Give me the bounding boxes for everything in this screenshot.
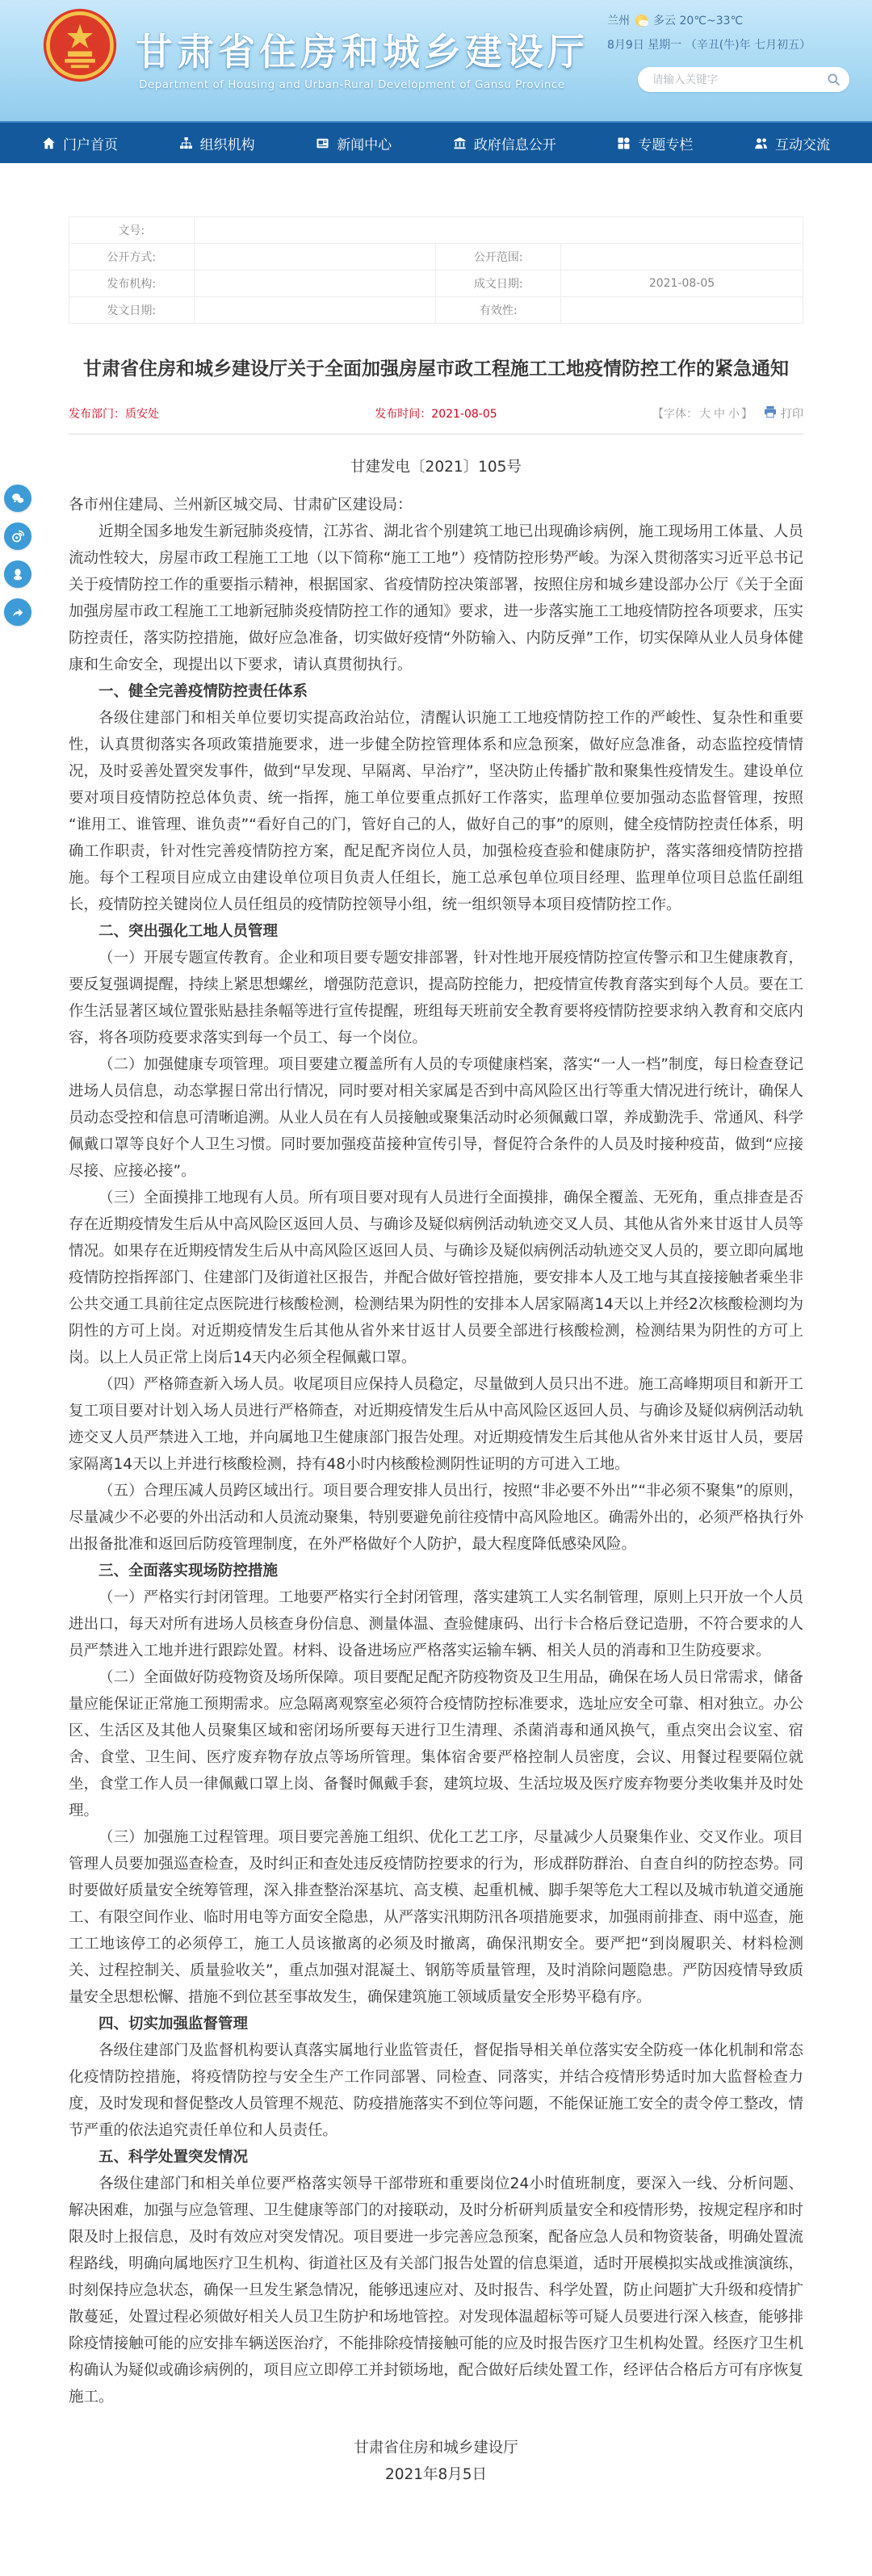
- meta-value-publish-date: [194, 297, 436, 324]
- paragraph: 各级住建部门和相关单位要严格落实领导干部带班和重要岗位24小时值班制度，要深入一线、分析问题、解决困难，加强与应急管理、卫生健康等部门的对接联动，及时分析研判质量安全和疫情形势，按规定程序和时限及时上报信息，及时有效应对突发情况。项目要进一步完善应急预案，配备应急人员和物资装备，明确处置流程路线，明确向属地医疗卫生机构、街道社区及有关部门报告处置的信息渠道，适时开展模拟实战或推演演练，时刻保持应急状态，确保一旦发生紧急情况，能够迅速应对、及时报告、科学处置，防止问题扩大升级和疫情扩散蔓延，处置过程必须做好相关人员卫生防护和场地管控。对发现体温超标等可疑人员要进行深入核查，能够排除疫情接触可能的应安排车辆送医治疗，不能排除疫情接触可能的应及时报告医疗卫生机构处置。经医疗卫生机构确认为疑似或确诊病例的，项目应立即停工并封锁场地，配合做好后续处置工作，经评估合格后方可有序恢复施工。: [69, 2175, 803, 2406]
- meta-label-written-date: 成文日期:: [436, 271, 561, 297]
- search-box[interactable]: [638, 67, 849, 92]
- paragraph: （一）开展专题宣传教育。企业和项目要专题安排部署，针对性地开展疫情防控宣传警示和卫生健康教育，要反复强调提醒，持续上紧思想螺丝，增强防范意识，提高防控能力，把疫情宣传教育落实到每个人员。要在工作生活显著区域位置张贴悬挂条幅等进行宣传提醒，班组每天班前安全教育要将疫情防控要求纳入教育和交底内容，将各项防疫要求落实到每一个员工、每一个岗位。: [69, 950, 803, 1047]
- section-heading-1: 一、健全完善疫情防控责任体系: [99, 683, 308, 701]
- meta-value-written-date: 2021-08-05: [561, 271, 803, 297]
- newspaper-icon: [316, 136, 329, 150]
- document-meta-table: [69, 216, 803, 324]
- nav-item-home[interactable]: 门户首页: [42, 133, 118, 153]
- font-size-medium-button[interactable]: 中: [713, 408, 725, 422]
- nav-item-gov-info[interactable]: 政府信息公开: [453, 133, 556, 153]
- page-title: 甘肃省住房和城乡建设厅关于全面加强房屋市政工程施工工地疫情防控工作的紧急通知: [83, 359, 789, 380]
- printer-icon: [764, 405, 777, 422]
- font-size-small-button[interactable]: 小: [727, 408, 740, 422]
- nav-item-organization[interactable]: 组织机构: [179, 133, 255, 153]
- nav-item-news[interactable]: 新闻中心: [316, 133, 392, 153]
- share-widget: [4, 485, 31, 626]
- weather-icon: [635, 15, 648, 27]
- search-input[interactable]: [651, 73, 825, 87]
- site-subtitle-english: Department of Housing and Urban-Rural Development of Gansu Province: [139, 78, 565, 91]
- weather-city: 兰州: [607, 15, 630, 27]
- signature-date: 2021年8月5日: [384, 2466, 488, 2484]
- signature-agency: 甘肃省住房和城乡建设厅: [354, 2440, 518, 2457]
- paragraph: （二）全面做好防疫物资及场所保障。项目要配足配齐防疫物资及卫生用品，确保在场人员日常需求，储备量应能保证正常施工预期需求。应急隔离观察室必须符合疫情防控标准要求，选址应安全可靠、相对独立。办公区、生活区及其他人员聚集区域和密闭场所要每天进行卫生清理、杀菌消毒和通风换气，重点突出会议室、宿舍、食堂、卫生间、医疗废弃物存放点等场所管理。集体宿舍要严格控制人员密度，会议、用餐过程要隔位就坐，食堂工作人员一律佩戴口罩上岗、备餐时佩戴手套，建筑垃圾、生活垃圾及医疗废弃物要分类收集并及时处理。: [69, 1669, 803, 1820]
- meta-label-doc-number: 文号:: [69, 217, 195, 244]
- qq-share-icon[interactable]: [4, 560, 31, 588]
- government-building-icon: [453, 136, 467, 150]
- wechat-share-icon[interactable]: [4, 485, 31, 512]
- publish-time: 发布时间：2021-08-05: [375, 408, 497, 422]
- font-size-large-button[interactable]: 大: [698, 408, 711, 422]
- site-title: 甘肃省住房和城乡建设厅: [136, 30, 589, 73]
- meta-value-validity: [561, 297, 803, 324]
- doc-number-line: 甘建发电〔2021〕105号: [350, 459, 522, 476]
- table-row: [69, 297, 803, 324]
- paragraph: 各级住建部门和相关单位要切实提高政治站位，清醒认识施工工地疫情防控工作的严峻性、复杂性和重要性，认真贯彻落实各项政策措施要求，进一步健全防控管理体系和应急预案，做好应急准备，动态监控疫情情况，及时妥善处置突发事件，做到“早发现、早隔离、早治疗”，坚决防止传播扩散和聚集性疫情发生。建设单位要对项目疫情防控总体负责、统一指挥，施工单位要重点抓好工作落实，监理单位要加强动态监督管理，按照“谁用工、谁管理、谁负责”“看好自己的门，管好自己的人，做好自己的事”的原则，健全疫情防控责任体系，明确工作职责，针对性完善疫情防控方案，配足配齐岗位人员，加强检疫查验和健康防护，落实落细疫情防控措施。每个工程项目应成立由建设单位项目负责人任组长，施工总承包单位项目经理、监理单位项目总监任副组长，疫情防控关键岗位人员任组员的疫情防控领导小组，统一组织领导本项目疫情防控工作。: [69, 710, 803, 914]
- main-nav: [0, 121, 872, 163]
- paragraph: （一）严格实行封闭管理。工地要严格实行全封闭管理，落实建筑工人实名制管理，原则上只开放一个人员进出口，每天对所有进场人员核查身份信息、测量体温、查验健康码、出行卡合格后登记造册，不符合要求的人员严禁进入工地并进行跟踪处置。材料、设备进场应严格落实运输车辆、相关人员的消毒和卫生防疫要求。: [69, 1589, 803, 1660]
- meta-value-open-mode: [194, 244, 436, 271]
- meta-value-open-scope: [561, 244, 803, 271]
- font-size-control: 【字体： 大 中 小 】: [652, 408, 753, 422]
- meta-label-open-scope: 公开范围:: [436, 244, 561, 271]
- print-button[interactable]: 打印: [764, 405, 803, 422]
- org-chart-icon: [179, 136, 193, 150]
- date-line: 8月9日 星期一 （辛丑(牛)年 七月初五）: [607, 39, 811, 52]
- paragraph: 各级住建部门及监督机构要认真落实属地行业监管责任，督促指导相关单位落实安全防疫一体化机制和常态化疫情防控措施，将疫情防控与安全生产工作同部署、同检查、同落实，并结合疫情形势适时加大监督检查力度，及时发现和督促整改人员管理不规范、防疫措施落实不到位等问题，不能保证施工安全的责令停工整改，情节严重的依法追究责任单位和人员责任。: [69, 2042, 803, 2140]
- paragraph: （二）加强健康专项管理。项目要建立覆盖所有人员的专项健康档案，落实“一人一档”制度，每日检查登记进场人员信息，动态掌握日常出行情况，同时要对相关家属是否到中高风险区出行等重大情况进行统计，确保人员动态受控和信息可清晰追溯。从业人员在有人员接触或聚集活动时必须佩戴口罩，养成勤洗手、常通风、科学佩戴口罩等良好个人卫生习惯。同时要加强疫苗接种宣传引导，督促符合条件的人员及时接种疫苗，做到“应接尽接、应接必接”。: [69, 1056, 803, 1181]
- content-area: [69, 163, 803, 2488]
- header-info: [607, 12, 849, 52]
- meta-label-issuing-agency: 发布机构:: [69, 271, 195, 297]
- table-row: [69, 217, 803, 244]
- weather-line: [607, 12, 849, 28]
- section-heading-2: 二、突出强化工地人员管理: [99, 923, 279, 941]
- home-icon: [42, 136, 56, 150]
- more-share-icon[interactable]: [4, 598, 31, 626]
- grid-icon: [617, 136, 631, 150]
- meta-label-open-mode: 公开方式:: [69, 244, 195, 271]
- salutation: 各市州住建局、兰州新区城交局、甘肃矿区建设局：: [69, 497, 413, 514]
- meta-value-issuing-agency: [194, 271, 436, 297]
- national-emblem-logo: [42, 7, 118, 83]
- paragraph: （三）加强施工过程管理。项目要完善施工组织、优化工艺工序，尽量减少人员聚集作业、交叉作业。项目管理人员要加强巡查检查，及时纠正和查处违反疫情防控要求的行为，形成群防群治、自查自纠的防控态势。同时要做好质量安全统筹管理，深入排查整治深基坑、高支模、起重机械、脚手架等危大工程以及城市轨道交通施工、有限空间作业、临时用电等方面安全隐患，从严落实汛期防汛各项措施要求，加强雨前排查、雨中巡查，施工工地该停工的必须停工，施工人员该撤离的必须及时撤离，确保汛期安全。要严把“到岗履职关、材料检测关、过程控制关、质量验收关”，重点加强对混凝土、钢筋等质量管理，及时消除问题隐患。严防因疫情导致质量安全思想松懈、措施不到位甚至事故发生，确保建筑施工领域质量安全形势平稳有序。: [69, 1829, 803, 2007]
- paragraph: （五）合理压减人员跨区域出行。项目要合理安排人员出行，按照“非必要不外出”“非必须不聚集”的原则，尽量减少不必要的外出活动和人员流动聚集，特别要避免前往疫情中高风险地区。确需外出的，必须严格执行外出报备批准和返回后防疫管理制度，在外严格做好个人防护，最大程度降低感染风险。: [69, 1483, 803, 1554]
- weibo-share-icon[interactable]: [4, 522, 31, 550]
- document-body: [69, 454, 803, 2488]
- site-header: [0, 0, 872, 121]
- page-tools: [559, 405, 803, 422]
- section-heading-5: 五、科学处置突发情况: [99, 2149, 249, 2167]
- section-heading-4: 四、切实加强监督管理: [99, 2016, 249, 2033]
- people-icon: [754, 136, 768, 150]
- publish-info-row: [69, 405, 803, 422]
- meta-label-validity: 有效性:: [436, 297, 561, 324]
- search-icon[interactable]: [825, 72, 841, 88]
- table-row: [69, 244, 803, 271]
- weather-text: 多云 20℃~33℃: [653, 15, 744, 27]
- meta-value-doc-number: [194, 217, 803, 244]
- section-heading-3: 三、全面落实现场防控措施: [99, 1563, 279, 1580]
- paragraph: （四）严格筛查新入场人员。收尾项目应保持人员稳定，尽量做到人员只出不进。施工高峰期项目和新开工复工项目要对计划入场人员进行严格筛查，对近期疫情发生后从中高风险区返回人员、与确诊及疑似病例活动轨迹交叉人员严禁进入工地，并向属地卫生健康部门报告处理。对近期疫情发生后其他从省外来甘返甘人员，要居家隔离14天以上并进行核酸检测，持有48小时内核酸检测阴性证明的方可进入工地。: [69, 1376, 803, 1474]
- paragraph: 近期全国多地发生新冠肺炎疫情，江苏省、湖北省个别建筑工地已出现确诊病例，施工现场用工体量、人员流动性较大，房屋市政工程施工工地（以下简称“施工工地”）疫情防控形势严峻。为深入贯彻落实习近平总书记关于疫情防控工作的重要指示精神，根据国家、省疫情防控决策部署，按照住房和城乡建设部办公厅《关于全面加强房屋市政工程施工工地新冠肺炎疫情防控工作的通知》要求，进一步落实施工工地疫情防控各项要求，压实防控责任，落实防控措施，做好应急准备，切实做好疫情“外防输入、内防反弹”工作，切实保障从业人员身体健康和生命安全，现提出以下要求，请认真贯彻执行。: [69, 523, 803, 674]
- paragraph: （三）全面摸排工地现有人员。所有项目要对现有人员进行全面摸排，确保全覆盖、无死角，重点排查是否存在近期疫情发生后从中高风险区返回人员、与确诊及疑似病例活动轨迹交叉人员、其他从省外来甘返甘人员等情况。如果存在近期疫情发生后从中高风险区返回人员、与确诊及疑似病例活动轨迹交叉人员的，要立即向属地疫情防控指挥部门、住建部门及街道社区报告，并配合做好管控措施，要安排本人及工地与其直接接触者乘坐非公共交通工具前往定点医院进行核酸检测，检测结果为阴性的安排本人居家隔离14天以上并经2次核酸检测均为阴性的方可上岗。对近期疫情发生后其他从省外来甘返甘人员要全部进行核酸检测，检测结果为阴性的方可上岗。以上人员正常上岗后14天内必须全程佩戴口罩。: [69, 1189, 803, 1367]
- publish-department: 发布部门：质安处: [69, 408, 159, 422]
- meta-label-publish-date: 发文日期:: [69, 297, 195, 324]
- nav-item-interaction[interactable]: 互动交流: [754, 133, 830, 153]
- table-row: [69, 271, 803, 297]
- nav-item-special-columns[interactable]: 专题专栏: [617, 133, 693, 153]
